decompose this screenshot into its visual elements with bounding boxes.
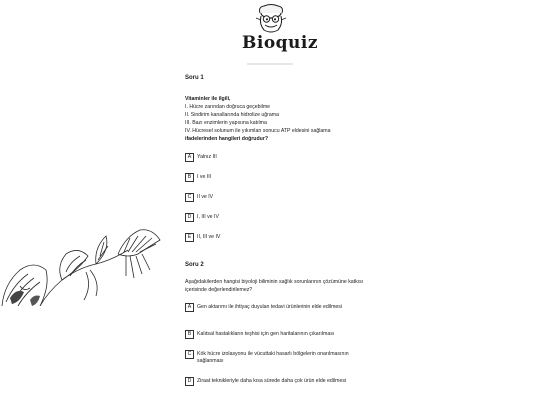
option-b[interactable]: [185, 330, 375, 350]
option-text: Kalıtsal hastalıkların teşhisi için gen haritalarının çıkarılması: [197, 330, 335, 337]
option-d[interactable]: [185, 213, 375, 233]
header-divider: [247, 63, 293, 65]
option-c[interactable]: [185, 193, 375, 213]
option-letter[interactable]: C: [185, 350, 194, 359]
question-title: Soru 2: [185, 262, 204, 268]
option-d[interactable]: [185, 377, 375, 393]
mascot-icon: [252, 4, 290, 36]
statement-item: II. Sindirim kanallarında hidrolize uğrama: [185, 112, 279, 118]
option-text: Gen aktarımı ile ihtiyaç duyulan tedavi ürünlerinin elde edilmesi: [197, 303, 343, 310]
plant-illustration-icon: [0, 226, 165, 306]
option-text: I ve III: [197, 173, 212, 180]
brand-logo[interactable]: [236, 4, 319, 56]
option-letter[interactable]: C: [185, 193, 194, 202]
option-a[interactable]: [185, 153, 375, 173]
brand-name: Bioquiz: [242, 33, 319, 53]
option-letter[interactable]: B: [185, 173, 194, 182]
option-letter[interactable]: A: [185, 303, 194, 312]
option-a[interactable]: [185, 303, 375, 330]
option-text: II, III ve IV: [197, 233, 221, 240]
option-letter[interactable]: A: [185, 153, 194, 162]
option-text: II ve IV: [197, 193, 214, 200]
option-b[interactable]: [185, 173, 375, 193]
question-stem: Aşağıdakilerden hangisi biyoloji biliminin sağlık sorunlarının çözümüne katkısı içerisinde değerlendirilemez?: [185, 279, 364, 293]
statement-item: III. Bazı enzimlerin yapısına katılma: [185, 120, 267, 126]
statement-item: IV. Hücresel solunum ile yıkımları sonucu ATP eldesini sağlama: [185, 128, 331, 134]
option-e[interactable]: [185, 233, 375, 261]
option-letter[interactable]: E: [185, 233, 194, 242]
quiz-content: [185, 74, 375, 393]
question-stem-intro: Vitaminler ile ilgili,: [185, 96, 231, 102]
option-text: Kök hücre izolasyonu ile vücuttaki hasarlı bölgelerin onarılmasının sağlanması: [197, 350, 349, 364]
option-text: Ziraat teknikleriyle daha kısa sürede daha çok ürün elde edilmesi: [197, 377, 347, 384]
statement-item: I. Hücre zarından doğruca geçebilme: [185, 104, 271, 110]
option-text: Yalnız III: [197, 153, 217, 160]
option-letter[interactable]: B: [185, 330, 194, 339]
option-letter[interactable]: D: [185, 377, 194, 386]
question-2: [185, 261, 375, 393]
question-1: [185, 74, 375, 261]
question-prompt: ifadelerinden hangileri doğrudur?: [185, 136, 269, 142]
option-letter[interactable]: D: [185, 213, 194, 222]
question-title: Soru 1: [185, 75, 204, 81]
option-text: I, III ve IV: [197, 213, 219, 220]
option-c[interactable]: [185, 350, 375, 377]
